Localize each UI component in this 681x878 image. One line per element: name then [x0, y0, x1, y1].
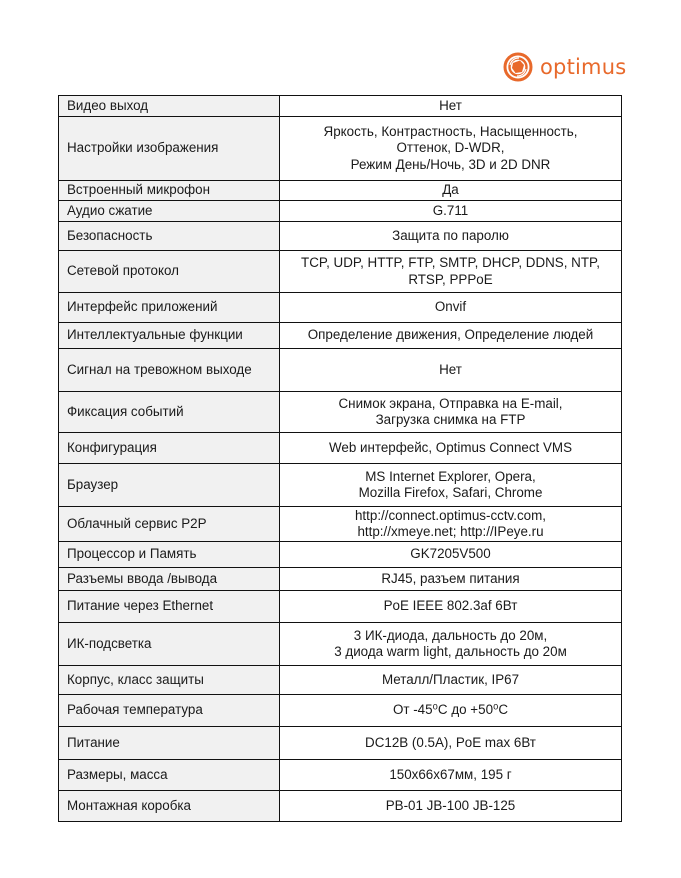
spec-value-line: Нет — [439, 361, 462, 377]
spec-row — [59, 542, 622, 568]
spec-value — [280, 623, 622, 666]
spec-row — [59, 666, 622, 695]
spec-value — [280, 542, 622, 568]
spec-row — [59, 727, 622, 760]
spec-label: Интеллектуальные функции — [59, 323, 280, 349]
spec-row — [59, 392, 622, 433]
spec-value — [280, 791, 622, 822]
spec-value — [280, 392, 622, 433]
spec-row — [59, 293, 622, 323]
spec-row — [59, 464, 622, 507]
spec-value-line: Яркость, Контрастность, Насыщенность, — [323, 123, 578, 139]
spec-row — [59, 117, 622, 181]
spec-label: Настройки изображения — [59, 117, 280, 181]
spec-value-line: Защита по паролю — [392, 227, 509, 243]
spec-label: Конфигурация — [59, 433, 280, 464]
spec-row — [59, 349, 622, 392]
spec-value-line: http://connect.optimus-cctv.com, — [354, 507, 546, 523]
spec-value-line: Да — [442, 182, 459, 198]
spec-value-line: http://xmeye.net; http://IPeye.ru — [357, 524, 544, 539]
spec-value-line: Снимок экрана, Отправка на E-mail, — [338, 395, 563, 411]
spec-row — [59, 222, 622, 251]
spec-value-line: PoE IEEE 802.3af 6Вт — [383, 598, 518, 614]
spec-row — [59, 568, 622, 591]
spec-value-line: Оттенок, D-WDR, — [396, 140, 505, 156]
spec-row — [59, 201, 622, 222]
spec-value — [280, 727, 622, 760]
spec-value-line: G.711 — [432, 202, 469, 218]
spec-value — [280, 201, 622, 222]
spec-row — [59, 623, 622, 666]
spec-value — [280, 695, 622, 727]
specifications-table — [58, 95, 622, 822]
spec-label: Фиксация событий — [59, 392, 280, 433]
spec-value-line: От -45⁰С до +50⁰С — [392, 702, 509, 718]
spec-label: Интерфейс приложений — [59, 293, 280, 323]
spec-label: Рабочая температура — [59, 695, 280, 727]
spec-label: Питание через Ethernet — [59, 591, 280, 623]
spec-label: Сетевой протокол — [59, 251, 280, 293]
spec-value — [280, 666, 622, 695]
spec-value — [280, 591, 622, 623]
spec-row — [59, 591, 622, 623]
spec-value-line: 150x66x67мм, 195 г — [389, 766, 512, 782]
spec-label: Процессор и Память — [59, 542, 280, 568]
spec-label: Аудио сжатие — [59, 201, 280, 222]
spec-label: Питание — [59, 727, 280, 760]
spec-label: Видео выход — [59, 96, 280, 117]
spec-value — [280, 251, 622, 293]
spec-label: Безопасность — [59, 222, 280, 251]
spec-label: Браузер — [59, 464, 280, 507]
spec-label: Встроенный микрофон — [59, 181, 280, 201]
spec-row — [59, 695, 622, 727]
spec-row — [59, 760, 622, 791]
spec-row — [59, 507, 622, 542]
spec-value — [280, 568, 622, 591]
spec-value — [280, 433, 622, 464]
spec-row — [59, 433, 622, 464]
spec-value — [280, 222, 622, 251]
spec-value-line: Нет — [439, 97, 462, 113]
spec-value-line: MS Internet Explorer, Opera, — [365, 468, 536, 484]
spec-value — [280, 181, 622, 201]
spec-label: Облачный сервис P2P — [59, 507, 280, 542]
spec-value — [280, 349, 622, 392]
spec-value-line: PB-01 JB-100 JB-125 — [385, 797, 516, 813]
spec-value-line: Загрузка снимка на FTP — [375, 412, 526, 427]
spec-label: Корпус, класс защиты — [59, 666, 280, 695]
spec-value-line: GK7205V500 — [410, 546, 491, 562]
spec-value-line: DC12В (0.5А), PoE max 6Вт — [365, 734, 536, 750]
spec-label: Сигнал на тревожном выходе — [59, 349, 280, 392]
spec-value-line: Onvif — [434, 299, 467, 315]
spec-value — [280, 293, 622, 323]
spec-value-line: 3 ИК-диода, дальность до 20м, — [353, 627, 548, 643]
aperture-logo-icon — [503, 52, 533, 82]
spec-label: Размеры, масса — [59, 760, 280, 791]
brand-name: optimus — [540, 54, 627, 79]
spec-value-line: RTSP, PPPoE — [408, 271, 493, 287]
spec-value — [280, 760, 622, 791]
spec-row — [59, 323, 622, 349]
spec-value-line: 3 диода warm light, дальность до 20м — [334, 644, 567, 659]
spec-label: Монтажная коробка — [59, 791, 280, 822]
brand-logo — [503, 51, 626, 83]
spec-value — [280, 117, 622, 181]
spec-row — [59, 181, 622, 201]
spec-value-line: Определение движения, Определение людей — [307, 327, 594, 343]
spec-row — [59, 791, 622, 822]
spec-value-line: Web интерфейс, Optimus Connect VMS — [328, 439, 573, 455]
spec-row — [59, 96, 622, 117]
spec-value-line: TCP, UDP, HTTP, FTP, SMTP, DHCP, DDNS, NTP, — [301, 255, 600, 270]
spec-value-line: Mozilla Firefox, Safari, Chrome — [358, 485, 543, 500]
spec-value — [280, 96, 622, 117]
spec-label: Разъемы ввода /вывода — [59, 568, 280, 591]
spec-value-line: Режим День/Ночь, 3D и 2D DNR — [350, 156, 551, 172]
spec-value — [280, 507, 622, 542]
spec-value — [280, 464, 622, 507]
spec-value — [280, 323, 622, 349]
spec-label: ИК-подсветка — [59, 623, 280, 666]
spec-row — [59, 251, 622, 293]
spec-value-line: RJ45, разъем питания — [381, 570, 520, 586]
spec-value-line: Металл/Пластик, IP67 — [381, 671, 520, 687]
